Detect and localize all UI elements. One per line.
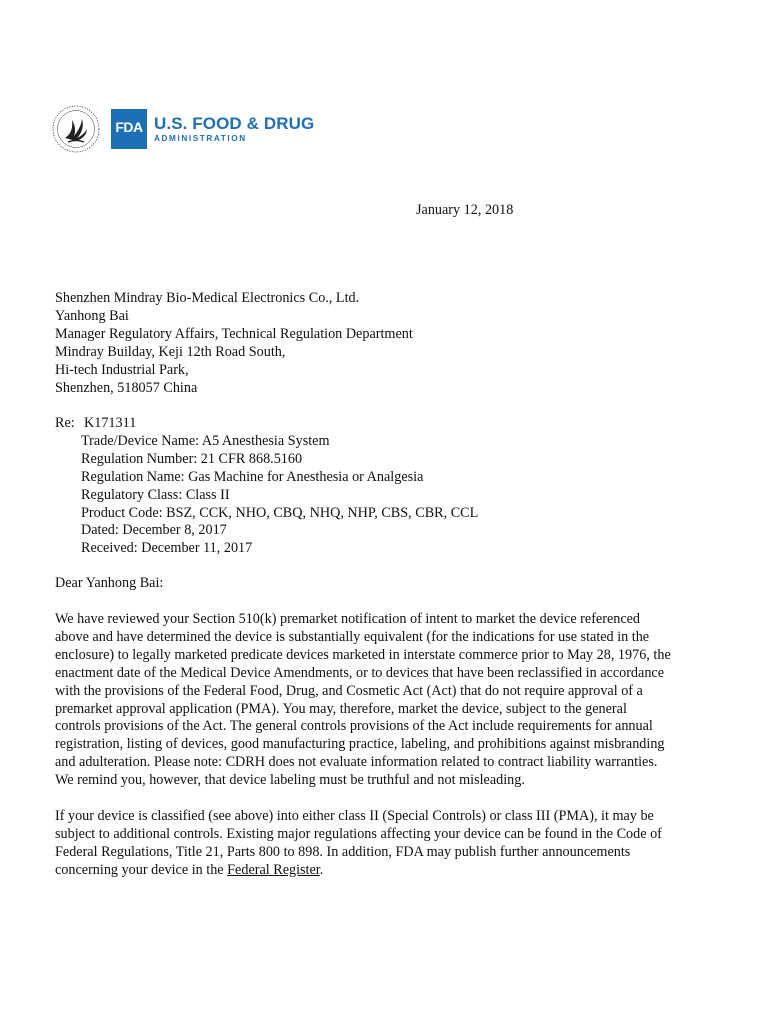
recipient-street: Mindray Builday, Keji 12th Road South, xyxy=(55,343,286,360)
recipient-title: Manager Regulatory Affairs, Technical Regulation Department xyxy=(55,325,413,342)
paragraph-text: . xyxy=(319,861,324,878)
dated: Dated: December 8, 2017 xyxy=(81,522,227,539)
fda-logo xyxy=(111,109,314,149)
recipient-city: Shenzhen, 518057 China xyxy=(55,379,198,396)
paragraph-line: with the provisions of the Federal Food, Drug, and Cosmetic Act (Act) that do not require approval of a xyxy=(55,682,643,699)
paragraph-line: If your device is classified (see above) into either class II (Special Controls) or class III (PMA), it may be xyxy=(55,808,654,824)
body-paragraph-2 xyxy=(55,808,715,880)
recipient-company: Shenzhen Mindray Bio-Medical Electronics Co., Ltd. xyxy=(55,290,360,306)
paragraph-line: premarket approval application (PMA). You may, therefore, market the device, subject to the general xyxy=(55,700,627,717)
paragraph-text: concerning your device in the xyxy=(55,861,228,878)
fda-logo-box: FDA xyxy=(111,109,147,149)
recipient-park: Hi-tech Industrial Park, xyxy=(55,361,189,378)
regulation-number: Regulation Number: 21 CFR 868.5160 xyxy=(81,450,303,467)
reference-block xyxy=(55,415,478,558)
regulation-name: Regulation Name: Gas Machine for Anesthesia or Analgesia xyxy=(81,468,424,485)
body-paragraph-1 xyxy=(55,611,715,790)
trade-device-name: Trade/Device Name: A5 Anesthesia System xyxy=(81,432,330,449)
paragraph-line xyxy=(55,862,715,880)
paragraph-line: Federal Regulations, Title 21, Parts 800 to 898. In addition, FDA may publish further announcements xyxy=(55,843,631,860)
paragraph-line: above and have determined the device is substantially equivalent (for the indications for use stated in the xyxy=(55,628,650,645)
hhs-eagle-seal-icon xyxy=(51,104,101,154)
regulatory-class: Regulatory Class: Class II xyxy=(81,486,230,503)
k-number: K171311 xyxy=(84,415,137,431)
paragraph-line: subject to additional controls. Existing major regulations affecting your device can be found in the Code of xyxy=(55,825,662,842)
paragraph-line: We have reviewed your Section 510(k) premarket notification of intent to market the device referenced xyxy=(55,611,641,627)
recipient-address xyxy=(55,290,413,397)
paragraph-line: registration, listing of devices, good manufacturing practice, labeling, and prohibitions against misbranding xyxy=(55,736,665,753)
federal-register-link[interactable]: Federal Register xyxy=(227,861,320,878)
fda-logo-wordmark xyxy=(154,114,314,144)
paragraph-line: We remind you, however, that device labeling must be truthful and not misleading. xyxy=(55,772,525,789)
agency-name-line1: U.S. FOOD & DRUG xyxy=(154,114,315,133)
paragraph-line: enactment date of the Medical Device Amendments, or to devices that have been reclassified in accordance xyxy=(55,664,665,681)
reference-line xyxy=(55,415,478,433)
paragraph-line: enclosure) to legally marketed predicate devices marketed in interstate commerce prior to May 28, 1976, the xyxy=(55,646,671,663)
recipient-name: Yanhong Bai xyxy=(55,307,129,324)
paragraph-line: and adulteration. Please note: CDRH does not evaluate information related to contract liability warranties. xyxy=(55,754,658,771)
agency-name-line2: ADMINISTRATION xyxy=(154,134,247,143)
paragraph-line: controls provisions of the Act. The general controls provisions of the Act include requirements for annual xyxy=(55,718,653,735)
product-code: Product Code: BSZ, CCK, NHO, CBQ, NHQ, NHP, CBS, CBR, CCL xyxy=(81,504,479,521)
salutation: Dear Yanhong Bai: xyxy=(55,575,164,591)
received: Received: December 11, 2017 xyxy=(81,540,253,557)
letter-date: January 12, 2018 xyxy=(416,202,514,218)
re-label: Re: xyxy=(55,415,75,431)
